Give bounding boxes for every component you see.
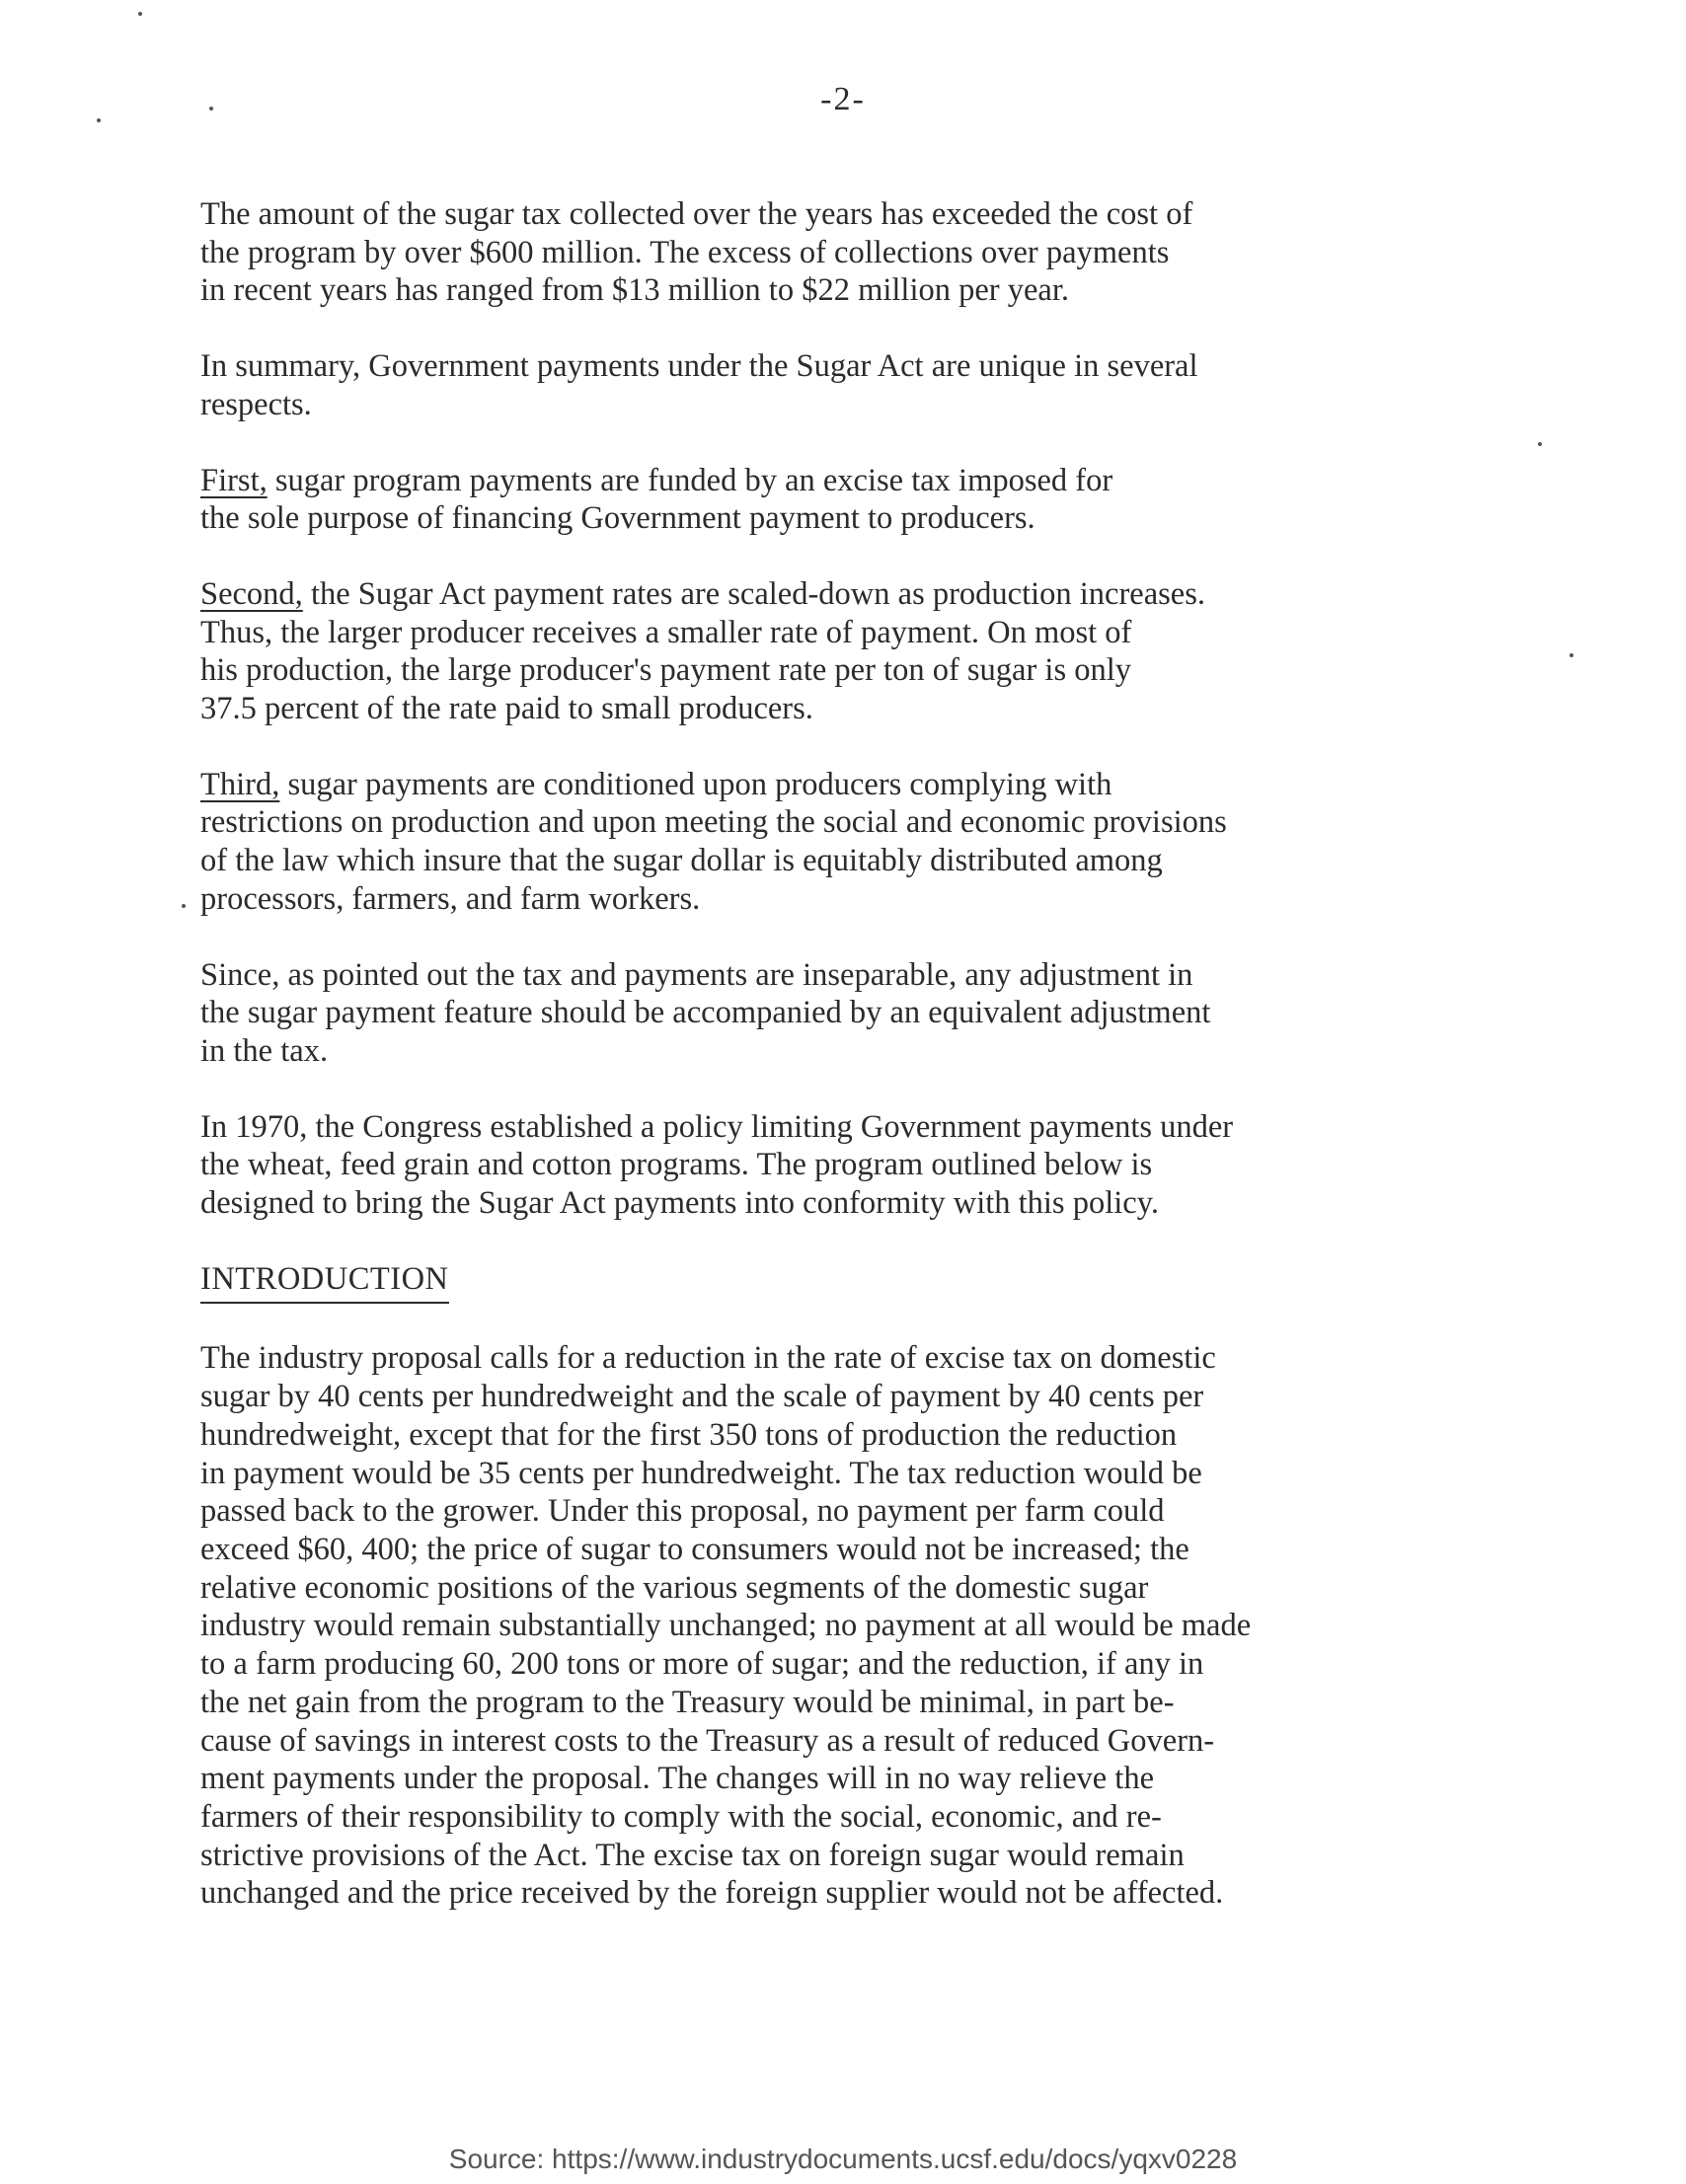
paragraph-introduction [200,1339,1582,1913]
underlined-lead-third: Third, [200,766,280,802]
text-line: sugar by 40 cents per hundredweight and the scale of payment by 40 cents per [200,1379,1204,1415]
text-line: to a farm producing 60, 200 tons or more of sugar; and the reduction, if any in [200,1646,1204,1683]
text-line: the net gain from the program to the Treasury would be minimal, in part be- [200,1684,1175,1720]
text-line: in the tax. [200,1032,329,1069]
text-line: 37.5 percent of the rate paid to small producers. [200,691,813,727]
text-line: the wheat, feed grain and cotton programs. The program outlined below is [200,1147,1153,1183]
text-line: in payment would be 35 cents per hundredweight. The tax reduction would be [200,1455,1202,1491]
text-line: his production, the large producer's payment rate per ton of sugar is only [200,652,1131,689]
underlined-lead-second: Second, [200,575,303,612]
paragraph-sugar-tax-amount [200,195,1582,310]
text-line: processors, farmers, and farm workers. [200,880,701,917]
text-line: exceed $60, 400; the price of sugar to consumers would not be increased; the [200,1531,1189,1567]
text-line: of the law which insure that the sugar dollar is equitably distributed among [200,843,1163,879]
text-line: The amount of the sugar tax collected over the years has exceeded the cost of [200,196,1193,232]
text-line: the program by over $600 million. The excess of collections over payments [200,234,1170,270]
scan-speck [182,904,186,908]
paragraph-1970-policy [200,1108,1582,1223]
text-line: industry would remain substantially unchanged; no payment at all would be made [200,1608,1252,1644]
text-line: restrictions on production and upon meeting the social and economic provisions [200,804,1227,841]
paragraph-second-point [200,575,1582,728]
paragraph-adjustment [200,956,1582,1071]
paragraph-third-point [200,766,1582,919]
text-line: cause of savings in interest costs to the Treasury as a result of reduced Govern- [200,1722,1215,1759]
text-line: In 1970, the Congress established a policy limiting Government payments under [200,1108,1234,1145]
page-number: -2- [820,81,866,117]
text-fragment: the Sugar Act payment rates are scaled-down as production increases. [302,575,1206,612]
text-fragment: sugar payments are conditioned upon producers complying with [279,766,1112,802]
text-line: the sole purpose of financing Government payment to producers. [200,500,1035,537]
text-line: in recent years has ranged from $13 million to $22 million per year. [200,272,1069,309]
text-line: strictive provisions of the Act. The excise tax on foreign sugar would remain [200,1837,1185,1873]
text-line [200,462,1582,500]
text-line: ment payments under the proposal. The changes will in no way relieve the [200,1761,1155,1797]
text-line: hundredweight, except that for the first 350 tons of production the reduction [200,1416,1178,1453]
paragraph-first-point [200,462,1582,538]
text-line [200,575,1582,614]
source-url: Source: https://www.industrydocuments.ucsf.edu/docs/yqxv0228 [448,2144,1238,2174]
text-line: unchanged and the price received by the foreign supplier would not be affected. [200,1875,1224,1912]
text-line [200,766,1582,804]
text-line: respects. [200,386,312,422]
text-line: designed to bring the Sugar Act payments into conformity with this policy. [200,1185,1159,1222]
section-heading-introduction: INTRODUCTION [200,1260,449,1305]
text-line: Thus, the larger producer receives a smaller rate of payment. On most of [200,614,1132,650]
document-body [200,195,1582,1950]
paragraph-summary [200,347,1582,423]
text-line: passed back to the grower. Under this proposal, no payment per farm could [200,1493,1165,1530]
scan-speck [138,12,142,16]
text-line: the sugar payment feature should be accompanied by an equivalent adjustment [200,995,1211,1031]
text-line: farmers of their responsibility to comply with the social, economic, and re- [200,1798,1162,1835]
text-line: The industry proposal calls for a reduction in the rate of excise tax on domestic [200,1340,1216,1377]
text-line: In summary, Government payments under the Sugar Act are unique in several [200,348,1198,385]
scan-speck [97,118,101,122]
text-fragment: sugar program payments are funded by an excise tax imposed for [267,462,1113,498]
underlined-lead-first: First, [200,462,268,498]
text-line: relative economic positions of the various segments of the domestic sugar [200,1569,1149,1606]
text-line: Since, as pointed out the tax and payments are inseparable, any adjustment in [200,956,1193,993]
